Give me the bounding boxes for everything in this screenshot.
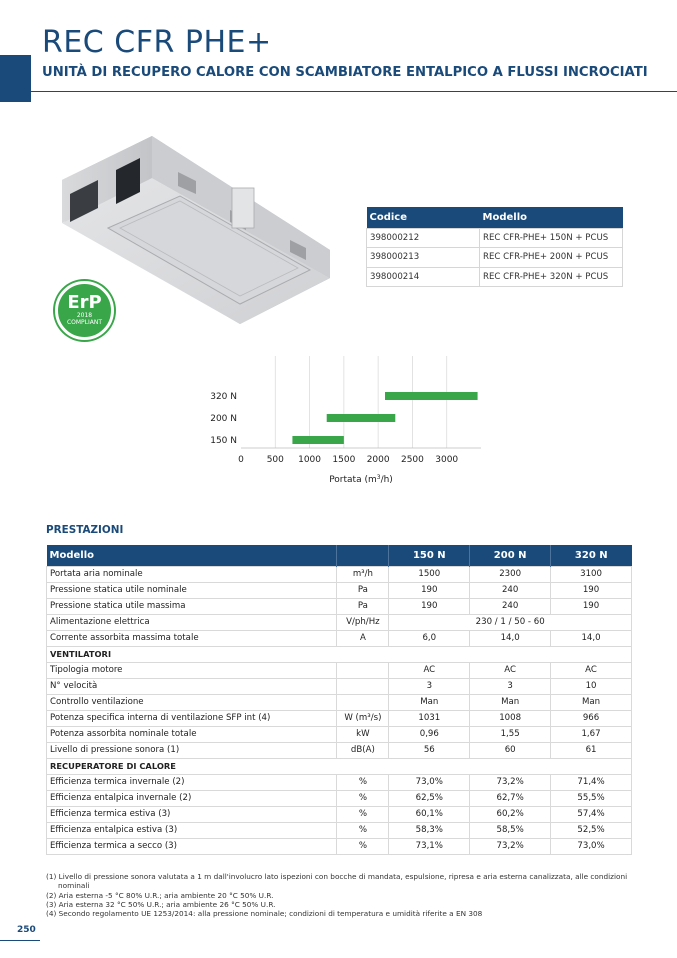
row-unit: Pa: [337, 582, 389, 598]
row-label: Efficienza termica estiva (3): [47, 806, 337, 822]
x-tick-label: 500: [266, 455, 284, 465]
row-label: Corrente assorbita massima totale: [47, 630, 337, 646]
page-number: 250: [17, 925, 36, 935]
perf-header-150n: 150 N: [389, 545, 470, 566]
value-200n: 14,0: [470, 630, 551, 646]
table-row: [367, 228, 623, 248]
value-200n: 73,2%: [470, 774, 551, 790]
table-row: [47, 742, 632, 758]
footnotes: [46, 872, 636, 918]
value-150n: 73,0%: [389, 774, 470, 790]
table-row: [47, 790, 632, 806]
value-200n: 1,55: [470, 726, 551, 742]
code-cell: 398000214: [367, 267, 480, 287]
codes-table: [366, 207, 623, 287]
value-150n: 190: [389, 598, 470, 614]
value-320n: AC: [551, 662, 632, 678]
x-axis-label-part: /h): [380, 475, 393, 485]
row-label: Efficienza entalpica estiva (3): [47, 822, 337, 838]
page-subtitle: UNITÀ DI RECUPERO CALORE CON SCAMBIATORE ENTALPICO A FLUSSI INCROCIATI: [42, 65, 648, 80]
value-320n: 190: [551, 582, 632, 598]
row-unit: m³/h: [337, 566, 389, 582]
table-row: [367, 248, 623, 268]
value-320n: 55,5%: [551, 790, 632, 806]
value-320n: 966: [551, 710, 632, 726]
value-150n: 56: [389, 742, 470, 758]
x-axis-label-part: Portata (m: [329, 475, 377, 485]
row-label: Potenza assorbita nominale totale: [47, 726, 337, 742]
table-row: [47, 710, 632, 726]
codes-header-code: Codice: [367, 207, 480, 228]
row-unit: dB(A): [337, 742, 389, 758]
value-150n: 190: [389, 582, 470, 598]
table-row: [47, 614, 632, 630]
row-unit: V/ph/Hz: [337, 614, 389, 630]
table-row: [47, 726, 632, 742]
row-value: 230 / 1 / 50 - 60: [389, 614, 632, 630]
erp-badge-year: 2018: [76, 312, 93, 319]
value-320n: 190: [551, 598, 632, 614]
y-category-label: 150 N: [210, 436, 237, 446]
airflow-range-chart: [195, 352, 495, 492]
row-label: Efficienza termica a secco (3): [47, 838, 337, 854]
value-200n: 60,2%: [470, 806, 551, 822]
section-label: RECUPERATORE DI CALORE: [47, 758, 632, 774]
x-tick-label: 2500: [400, 455, 424, 465]
row-unit: [337, 694, 389, 710]
value-320n: 3100: [551, 566, 632, 582]
table-section-row: [47, 758, 632, 774]
footnote: (2) Aria esterna -5 °C 80% U.R.; aria ambiente 20 °C 50% U.R.: [46, 890, 274, 900]
table-row: [47, 566, 632, 582]
row-unit: [337, 678, 389, 694]
table-row: [47, 694, 632, 710]
table-row: [47, 806, 632, 822]
value-200n: 60: [470, 742, 551, 758]
value-320n: 52,5%: [551, 822, 632, 838]
value-200n: 62,7%: [470, 790, 551, 806]
x-axis-label-part: 3: [376, 474, 381, 481]
value-150n: 73,1%: [389, 838, 470, 854]
row-label: Portata aria nominale: [47, 566, 337, 582]
value-320n: 1,67: [551, 726, 632, 742]
row-label: Livello di pressione sonora (1): [47, 742, 337, 758]
value-150n: 0,96: [389, 726, 470, 742]
row-unit: [337, 662, 389, 678]
row-label: Pressione statica utile massima: [47, 598, 337, 614]
footnote: (4) Secondo regolamento UE 1253/2014: alla pressione nominale; condizioni di temperatura e umidità riferite a EN 308: [46, 909, 483, 919]
value-200n: 2300: [470, 566, 551, 582]
row-label: Efficienza entalpica invernale (2): [47, 790, 337, 806]
value-320n: 14,0: [551, 630, 632, 646]
x-tick-label: 1500: [332, 455, 356, 465]
x-axis-label: [329, 474, 393, 485]
table-row: [47, 630, 632, 646]
perf-header-unit: [337, 545, 389, 566]
range-bar: [292, 436, 343, 444]
row-label: N° velocità: [47, 678, 337, 694]
table-section-row: [47, 646, 632, 662]
value-200n: 3: [470, 678, 551, 694]
value-320n: 71,4%: [551, 774, 632, 790]
row-label: Potenza specifica interna di ventilazione SFP int (4): [47, 710, 337, 726]
value-320n: 10: [551, 678, 632, 694]
code-cell: 398000213: [367, 248, 480, 268]
row-unit: %: [337, 838, 389, 854]
row-unit: %: [337, 806, 389, 822]
table-row: [47, 662, 632, 678]
value-150n: 58,3%: [389, 822, 470, 838]
x-tick-label: 0: [238, 455, 244, 465]
row-unit: A: [337, 630, 389, 646]
table-row: [47, 598, 632, 614]
model-cell: REC CFR-PHE+ 320N + PCUS: [480, 267, 623, 287]
row-label: Efficienza termica invernale (2): [47, 774, 337, 790]
codes-header-model: Modello: [480, 207, 623, 228]
table-row: [367, 267, 623, 287]
perf-header-320n: 320 N: [551, 545, 632, 566]
value-200n: AC: [470, 662, 551, 678]
value-150n: 1031: [389, 710, 470, 726]
side-tab-marker: [0, 55, 31, 102]
value-150n: 1500: [389, 566, 470, 582]
perf-header-model: Modello: [47, 545, 337, 566]
value-200n: 240: [470, 598, 551, 614]
range-bar: [385, 392, 478, 400]
table-row: [47, 582, 632, 598]
erp-compliance-badge: [55, 281, 114, 340]
table-row: [47, 838, 632, 854]
table-row: [47, 774, 632, 790]
row-unit: kW: [337, 726, 389, 742]
row-label: Pressione statica utile nominale: [47, 582, 337, 598]
value-150n: 62,5%: [389, 790, 470, 806]
value-150n: AC: [389, 662, 470, 678]
value-320n: 73,0%: [551, 838, 632, 854]
value-200n: 58,5%: [470, 822, 551, 838]
section-label: VENTILATORI: [47, 646, 632, 662]
x-tick-label: 1000: [298, 455, 322, 465]
code-cell: 398000212: [367, 228, 480, 248]
row-unit: %: [337, 774, 389, 790]
model-cell: REC CFR-PHE+ 200N + PCUS: [480, 248, 623, 268]
range-bar: [327, 414, 396, 422]
y-category-label: 320 N: [210, 392, 237, 402]
footnote: (3) Aria esterna 32 °C 50% U.R.; aria ambiente 26 °C 50% U.R.: [46, 899, 276, 909]
value-150n: 3: [389, 678, 470, 694]
value-150n: 6,0: [389, 630, 470, 646]
erp-badge-text: COMPLIANT: [66, 319, 103, 326]
perf-header-200n: 200 N: [470, 545, 551, 566]
value-320n: Man: [551, 694, 632, 710]
y-category-label: 200 N: [210, 414, 237, 424]
table-row: [47, 678, 632, 694]
page-title: REC CFR PHE+: [42, 25, 272, 60]
value-150n: Man: [389, 694, 470, 710]
row-unit: %: [337, 822, 389, 838]
performance-table: [46, 545, 632, 855]
model-cell: REC CFR-PHE+ 150N + PCUS: [480, 228, 623, 248]
footnote: (1) Livello di pressione sonora valutata a 1 m dall'involucro lato ispezioni con bocche di mandata, espulsione, ripresa e aria esterna canalizzata, alle condizioni nominali: [46, 872, 628, 891]
value-200n: 1008: [470, 710, 551, 726]
value-200n: 73,2%: [470, 838, 551, 854]
value-150n: 60,1%: [389, 806, 470, 822]
section-title-prestazioni: PRESTAZIONI: [46, 524, 124, 536]
header-divider: [31, 91, 677, 92]
row-label: Controllo ventilazione: [47, 694, 337, 710]
row-label: Alimentazione elettrica: [47, 614, 337, 630]
row-unit: Pa: [337, 598, 389, 614]
erp-badge-label: ErP: [67, 292, 102, 313]
row-unit: W (m³/s): [337, 710, 389, 726]
row-label: Tipologia motore: [47, 662, 337, 678]
value-200n: 240: [470, 582, 551, 598]
value-200n: Man: [470, 694, 551, 710]
value-320n: 61: [551, 742, 632, 758]
x-tick-label: 3000: [435, 455, 459, 465]
table-row: [47, 822, 632, 838]
page-number-rule: [0, 940, 40, 941]
x-tick-label: 2000: [366, 455, 390, 465]
row-unit: %: [337, 790, 389, 806]
value-320n: 57,4%: [551, 806, 632, 822]
